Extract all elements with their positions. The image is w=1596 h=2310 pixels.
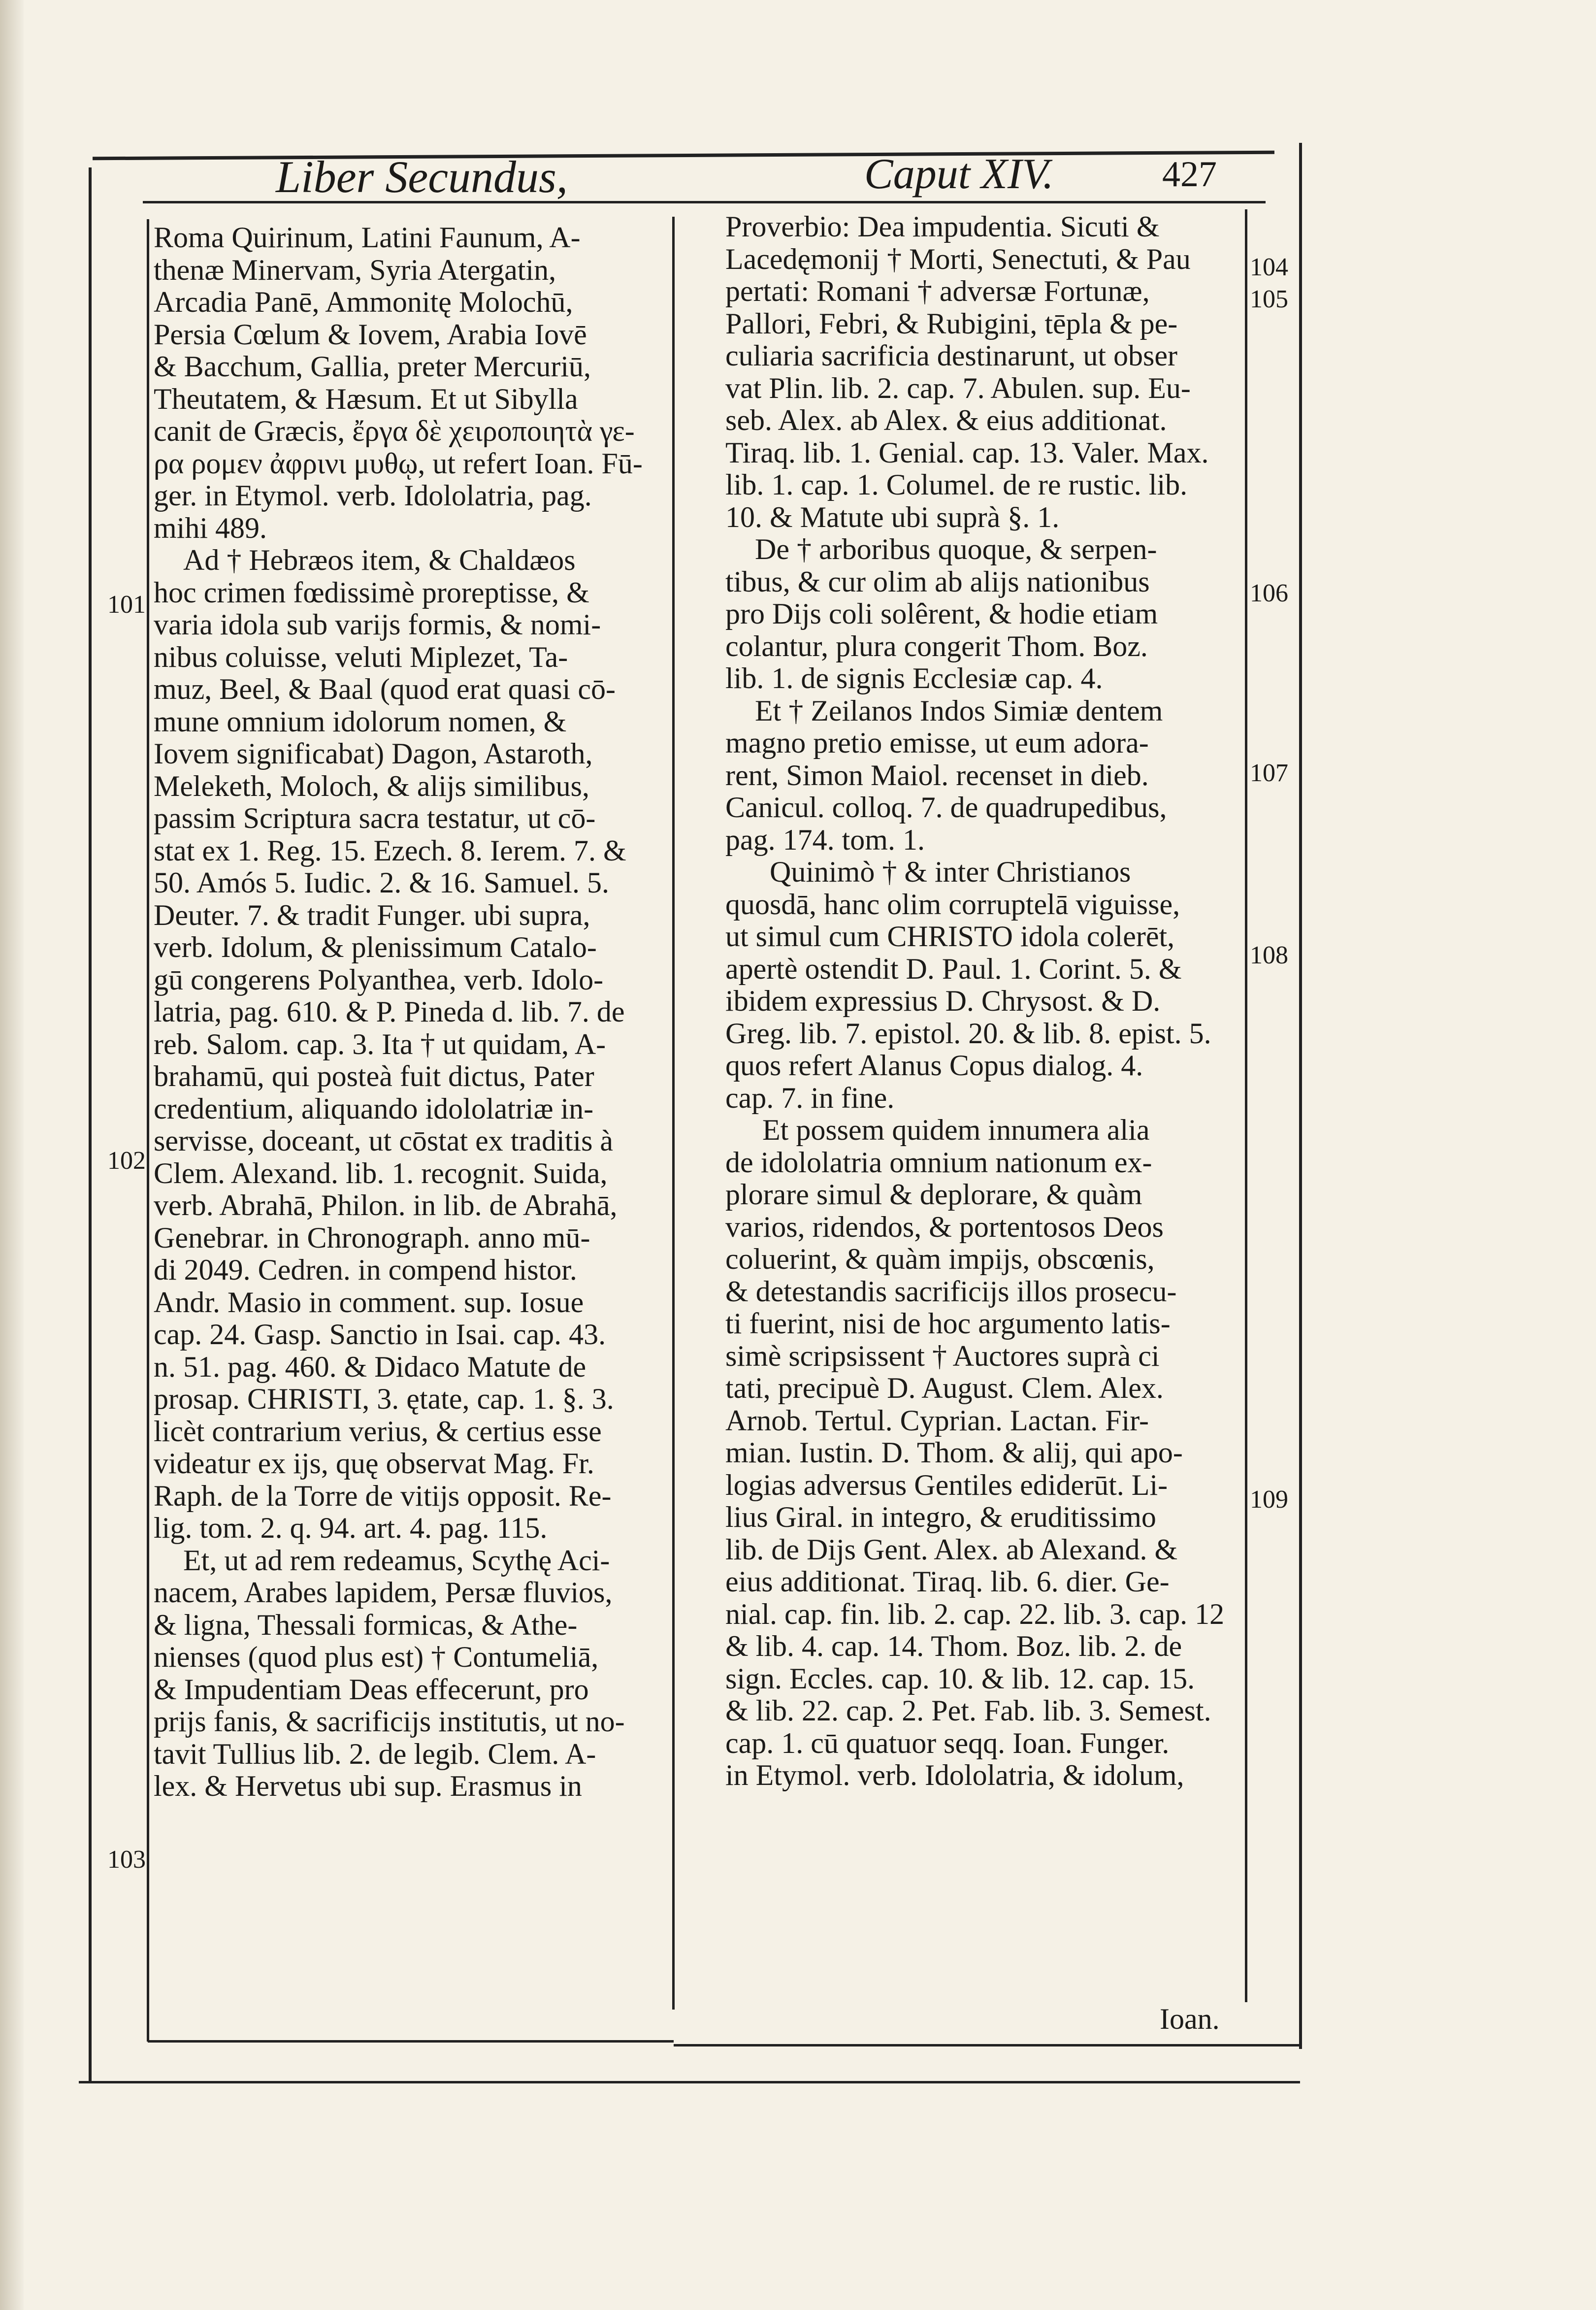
- text-line: Theutatem, & Hæsum. Et ut Sibylla: [154, 383, 578, 415]
- text-line: Meleketh, Moloch, & alijs similibus,: [154, 770, 589, 802]
- text-line: & Bacchum, Gallia, preter Mercuriū,: [154, 351, 591, 383]
- margin-number-107: 107: [1250, 759, 1288, 787]
- text-line: ibidem expressius D. Chrysost. & D.: [725, 985, 1161, 1017]
- text-line: brahamū, qui posteà fuit dictus, Pater: [154, 1060, 594, 1092]
- text-line: nienses (quod plus est) † Contumeliā,: [154, 1641, 599, 1673]
- text-line: Deuter. 7. & tradit Funger. ubi supra,: [154, 899, 590, 931]
- text-line: Quinimò † & inter Christianos: [770, 856, 1131, 888]
- text-line: mune omnium idolorum nomen, &: [154, 705, 567, 738]
- text-line: ti fuerint, nisi de hoc argumento latis-: [725, 1308, 1171, 1340]
- text-line: quosdā, hanc olim corruptelā viguisse,: [725, 888, 1180, 921]
- text-line: lib. 1. de signis Ecclesiæ cap. 4.: [725, 662, 1103, 694]
- text-line: rent, Simon Maiol. recenset in dieb.: [725, 759, 1149, 792]
- text-line: licèt contrarium verius, & certius esse: [154, 1415, 602, 1448]
- top-border-rule: [93, 151, 1274, 161]
- text-line: & detestandis sacrificijs illos prosecu-: [725, 1275, 1177, 1308]
- text-line: Canicul. colloq. 7. de quadrupedibus,: [725, 792, 1167, 824]
- text-line: Et † Zeilanos Indos Simiæ dentem: [755, 694, 1163, 727]
- text-line: prosap. CHRISTI, 3. ętate, cap. 1. §. 3.: [154, 1383, 614, 1415]
- text-line: cap. 7. in fine.: [725, 1082, 895, 1114]
- text-line: culiaria sacrificia destinarunt, ut obser: [725, 340, 1177, 372]
- text-line: quos refert Alanus Copus dialog. 4.: [725, 1050, 1143, 1082]
- text-line: lib. de Dijs Gent. Alex. ab Alexand. &: [725, 1533, 1178, 1566]
- text-line: & ligna, Thessali formicas, & Athe-: [154, 1609, 578, 1641]
- bottom-border-rule: [79, 2081, 1300, 2083]
- text-line: Proverbio: Dea impudentia. Sicuti &: [725, 211, 1160, 243]
- text-line: hoc crimen fœdissimè proreptisse, &: [154, 576, 589, 609]
- margin-number-102: 102: [107, 1147, 146, 1175]
- text-line: logias adversus Gentiles ediderūt. Li-: [725, 1469, 1168, 1501]
- text-line: varios, ridendos, & portentosos Deos: [725, 1211, 1164, 1243]
- left-column-left-rule: [147, 219, 149, 2042]
- text-line: nibus coluisse, veluti Miplezet, Ta-: [154, 641, 568, 673]
- margin-number-103: 103: [107, 1846, 146, 1874]
- text-line: di 2049. Cedren. in compend histor.: [154, 1254, 577, 1286]
- text-line: nacem, Arabes lapidem, Persæ fluvios,: [154, 1577, 613, 1609]
- text-line: Lacedęmonij † Morti, Senectuti, & Pau: [725, 243, 1191, 275]
- text-line: lib. 1. cap. 1. Columel. de re rustic. lib.: [725, 469, 1188, 501]
- text-line: n. 51. pag. 460. & Didaco Matute de: [154, 1351, 586, 1383]
- text-line: Arnob. Tertul. Cyprian. Lactan. Fir-: [725, 1404, 1149, 1437]
- text-line: & lib. 4. cap. 14. Thom. Boz. lib. 2. de: [725, 1630, 1182, 1662]
- text-line: lius Giral. in integro, & eruditissimo: [725, 1501, 1156, 1533]
- text-line: coluerint, & quàm impijs, obscœnis,: [725, 1243, 1155, 1275]
- text-line: pertati: Romani † adversæ Fortunæ,: [725, 275, 1150, 307]
- text-line: thenæ Minervam, Syria Atergatin,: [154, 254, 556, 286]
- right-column-right-rule: [1245, 209, 1247, 2002]
- text-line: Tiraq. lib. 1. Genial. cap. 13. Valer. Max.: [725, 436, 1209, 469]
- text-line: pro Dijs coli solêrent, & hodie etiam: [725, 598, 1158, 630]
- right-frame-bottom-rule: [674, 2044, 1302, 2046]
- text-line: simè scripsissent † Auctores suprà ci: [725, 1340, 1160, 1372]
- text-line: mian. Iustin. D. Thom. & alij, qui apo-: [725, 1437, 1183, 1469]
- text-line: & lib. 22. cap. 2. Pet. Fab. lib. 3. Semest.: [725, 1695, 1211, 1727]
- text-line: & Impudentiam Deas effecerunt, pro: [154, 1673, 589, 1706]
- text-line: colantur, plura congerit Thom. Boz.: [725, 630, 1148, 662]
- text-line: prijs fanis, & sacrificijs institutis, ut no-: [154, 1706, 625, 1738]
- text-line: varia idola sub varijs formis, & nomi-: [154, 609, 601, 641]
- text-line: lex. & Hervetus ubi sup. Erasmus in: [154, 1770, 582, 1802]
- left-text-column: [154, 222, 666, 1803]
- catchword: Ioan.: [1160, 2003, 1220, 2035]
- text-line: Et, ut ad rem redeamus, Scythę Aci-: [183, 1544, 610, 1577]
- text-line: ger. in Etymol. verb. Idololatria, pag.: [154, 480, 592, 512]
- text-line: sign. Eccles. cap. 10. & lib. 12. cap. 15.: [725, 1662, 1195, 1695]
- margin-number-108: 108: [1250, 941, 1288, 969]
- text-line: eius additionat. Tiraq. lib. 6. dier. Ge-: [725, 1566, 1170, 1598]
- text-line: de idololatria omnium nationum ex-: [725, 1146, 1152, 1179]
- text-line: verb. Idolum, & plenissimum Catalo-: [154, 931, 597, 963]
- text-line: servisse, doceant, ut cōstat ex traditis à: [154, 1125, 614, 1157]
- text-line: tavit Tullius lib. 2. de legib. Clem. A-: [154, 1738, 596, 1770]
- text-line: cap. 24. Gasp. Sanctio in Isai. cap. 43.: [154, 1319, 606, 1351]
- margin-number-101: 101: [107, 591, 146, 619]
- text-line: lig. tom. 2. q. 94. art. 4. pag. 115.: [154, 1512, 548, 1544]
- text-line: Genebrar. in Chronograph. anno mū-: [154, 1221, 590, 1254]
- text-line: cap. 1. cū quatuor seqq. Ioan. Funger.: [725, 1727, 1170, 1759]
- text-line: Clem. Alexand. lib. 1. recognit. Suida,: [154, 1157, 608, 1189]
- running-head-chapter: Caput XIV.: [864, 150, 1054, 198]
- text-line: Greg. lib. 7. epistol. 20. & lib. 8. epist. 5.: [725, 1017, 1211, 1050]
- running-head-book: Liber Secundus,: [276, 152, 568, 202]
- text-line: Roma Quirinum, Latini Faunum, A-: [154, 222, 581, 254]
- page-number: 427: [1162, 154, 1217, 195]
- text-line: vat Plin. lib. 2. cap. 7. Abulen. sup. Eu-: [725, 372, 1191, 404]
- text-line: magno pretio emisse, ut eum adora-: [725, 727, 1149, 759]
- text-line: gū congerens Polyanthea, verb. Idolo-: [154, 963, 604, 996]
- text-line: canit de Græcis, ἔργα δὲ χειροποιητὰ γε-: [154, 415, 635, 447]
- margin-number-106: 106: [1250, 579, 1288, 607]
- text-line: verb. Abrahā, Philon. in lib. de Abrahā,: [154, 1189, 618, 1221]
- text-line: pag. 174. tom. 1.: [725, 824, 925, 856]
- text-line: tibus, & cur olim ab alijs nationibus: [725, 565, 1150, 598]
- text-line: muz, Beel, & Baal (quod erat quasi cō-: [154, 673, 616, 705]
- right-text-column: [725, 211, 1238, 1792]
- text-line: Iovem significabat) Dagon, Astaroth,: [154, 738, 593, 770]
- margin-number-104: 104: [1250, 253, 1288, 281]
- text-line: passim Scriptura sacra testatur, ut cō-: [154, 802, 596, 834]
- text-line: mihi 489.: [154, 512, 267, 544]
- column-divider-rule: [672, 217, 675, 2010]
- text-line: videatur ex ijs, quę observat Mag. Fr.: [154, 1448, 594, 1480]
- margin-number-109: 109: [1250, 1485, 1288, 1514]
- text-line: credentium, aliquando idololatriæ in-: [154, 1092, 594, 1125]
- text-line: seb. Alex. ab Alex. & eius additionat.: [725, 404, 1167, 436]
- text-line: Et possem quidem innumera alia: [762, 1114, 1150, 1146]
- text-line: plorare simul & deplorare, & quàm: [725, 1179, 1142, 1211]
- text-line: ρα ρομεν ἀφρινι μυθῳ, ut refert Ioan. Fū-: [154, 447, 643, 480]
- text-line: Arcadia Panē, Ammonitę Molochū,: [154, 286, 573, 318]
- right-border-rule: [1299, 143, 1302, 2049]
- text-line: tati, precipuè D. August. Clem. Alex.: [725, 1372, 1164, 1404]
- text-line: 10. & Matute ubi suprà §. 1.: [725, 501, 1060, 533]
- text-line: Ad † Hebræos item, & Chaldæos: [183, 544, 576, 576]
- text-line: De † arboribus quoque, & serpen-: [755, 533, 1157, 565]
- left-column-bottom-rule: [148, 2040, 674, 2043]
- text-line: Andr. Masio in comment. sup. Iosue: [154, 1286, 584, 1319]
- text-line: in Etymol. verb. Idololatria, & idolum,: [725, 1759, 1184, 1791]
- text-line: ut simul cum CHRISTO idola colerēt,: [725, 921, 1175, 953]
- text-line: Persia Cœlum & Iovem, Arabia Iovē: [154, 318, 587, 351]
- text-line: apertè ostendit D. Paul. 1. Corint. 5. &: [725, 953, 1182, 985]
- text-line: 50. Amós 5. Iudic. 2. & 16. Samuel. 5.: [154, 867, 609, 899]
- text-line: stat ex 1. Reg. 15. Ezech. 8. Ierem. 7. &: [154, 834, 626, 867]
- text-line: nial. cap. fin. lib. 2. cap. 22. lib. 3. cap. 12: [725, 1598, 1225, 1630]
- left-border-rule: [89, 167, 92, 2083]
- text-line: reb. Salom. cap. 3. Ita † ut quidam, A-: [154, 1028, 606, 1060]
- text-line: Pallori, Febri, & Rubigini, tēpla & pe-: [725, 307, 1178, 340]
- text-line: Raph. de la Torre de vitijs opposit. Re-: [154, 1480, 612, 1512]
- margin-number-105: 105: [1250, 285, 1288, 313]
- text-line: latria, pag. 610. & P. Pineda d. lib. 7. de: [154, 996, 625, 1028]
